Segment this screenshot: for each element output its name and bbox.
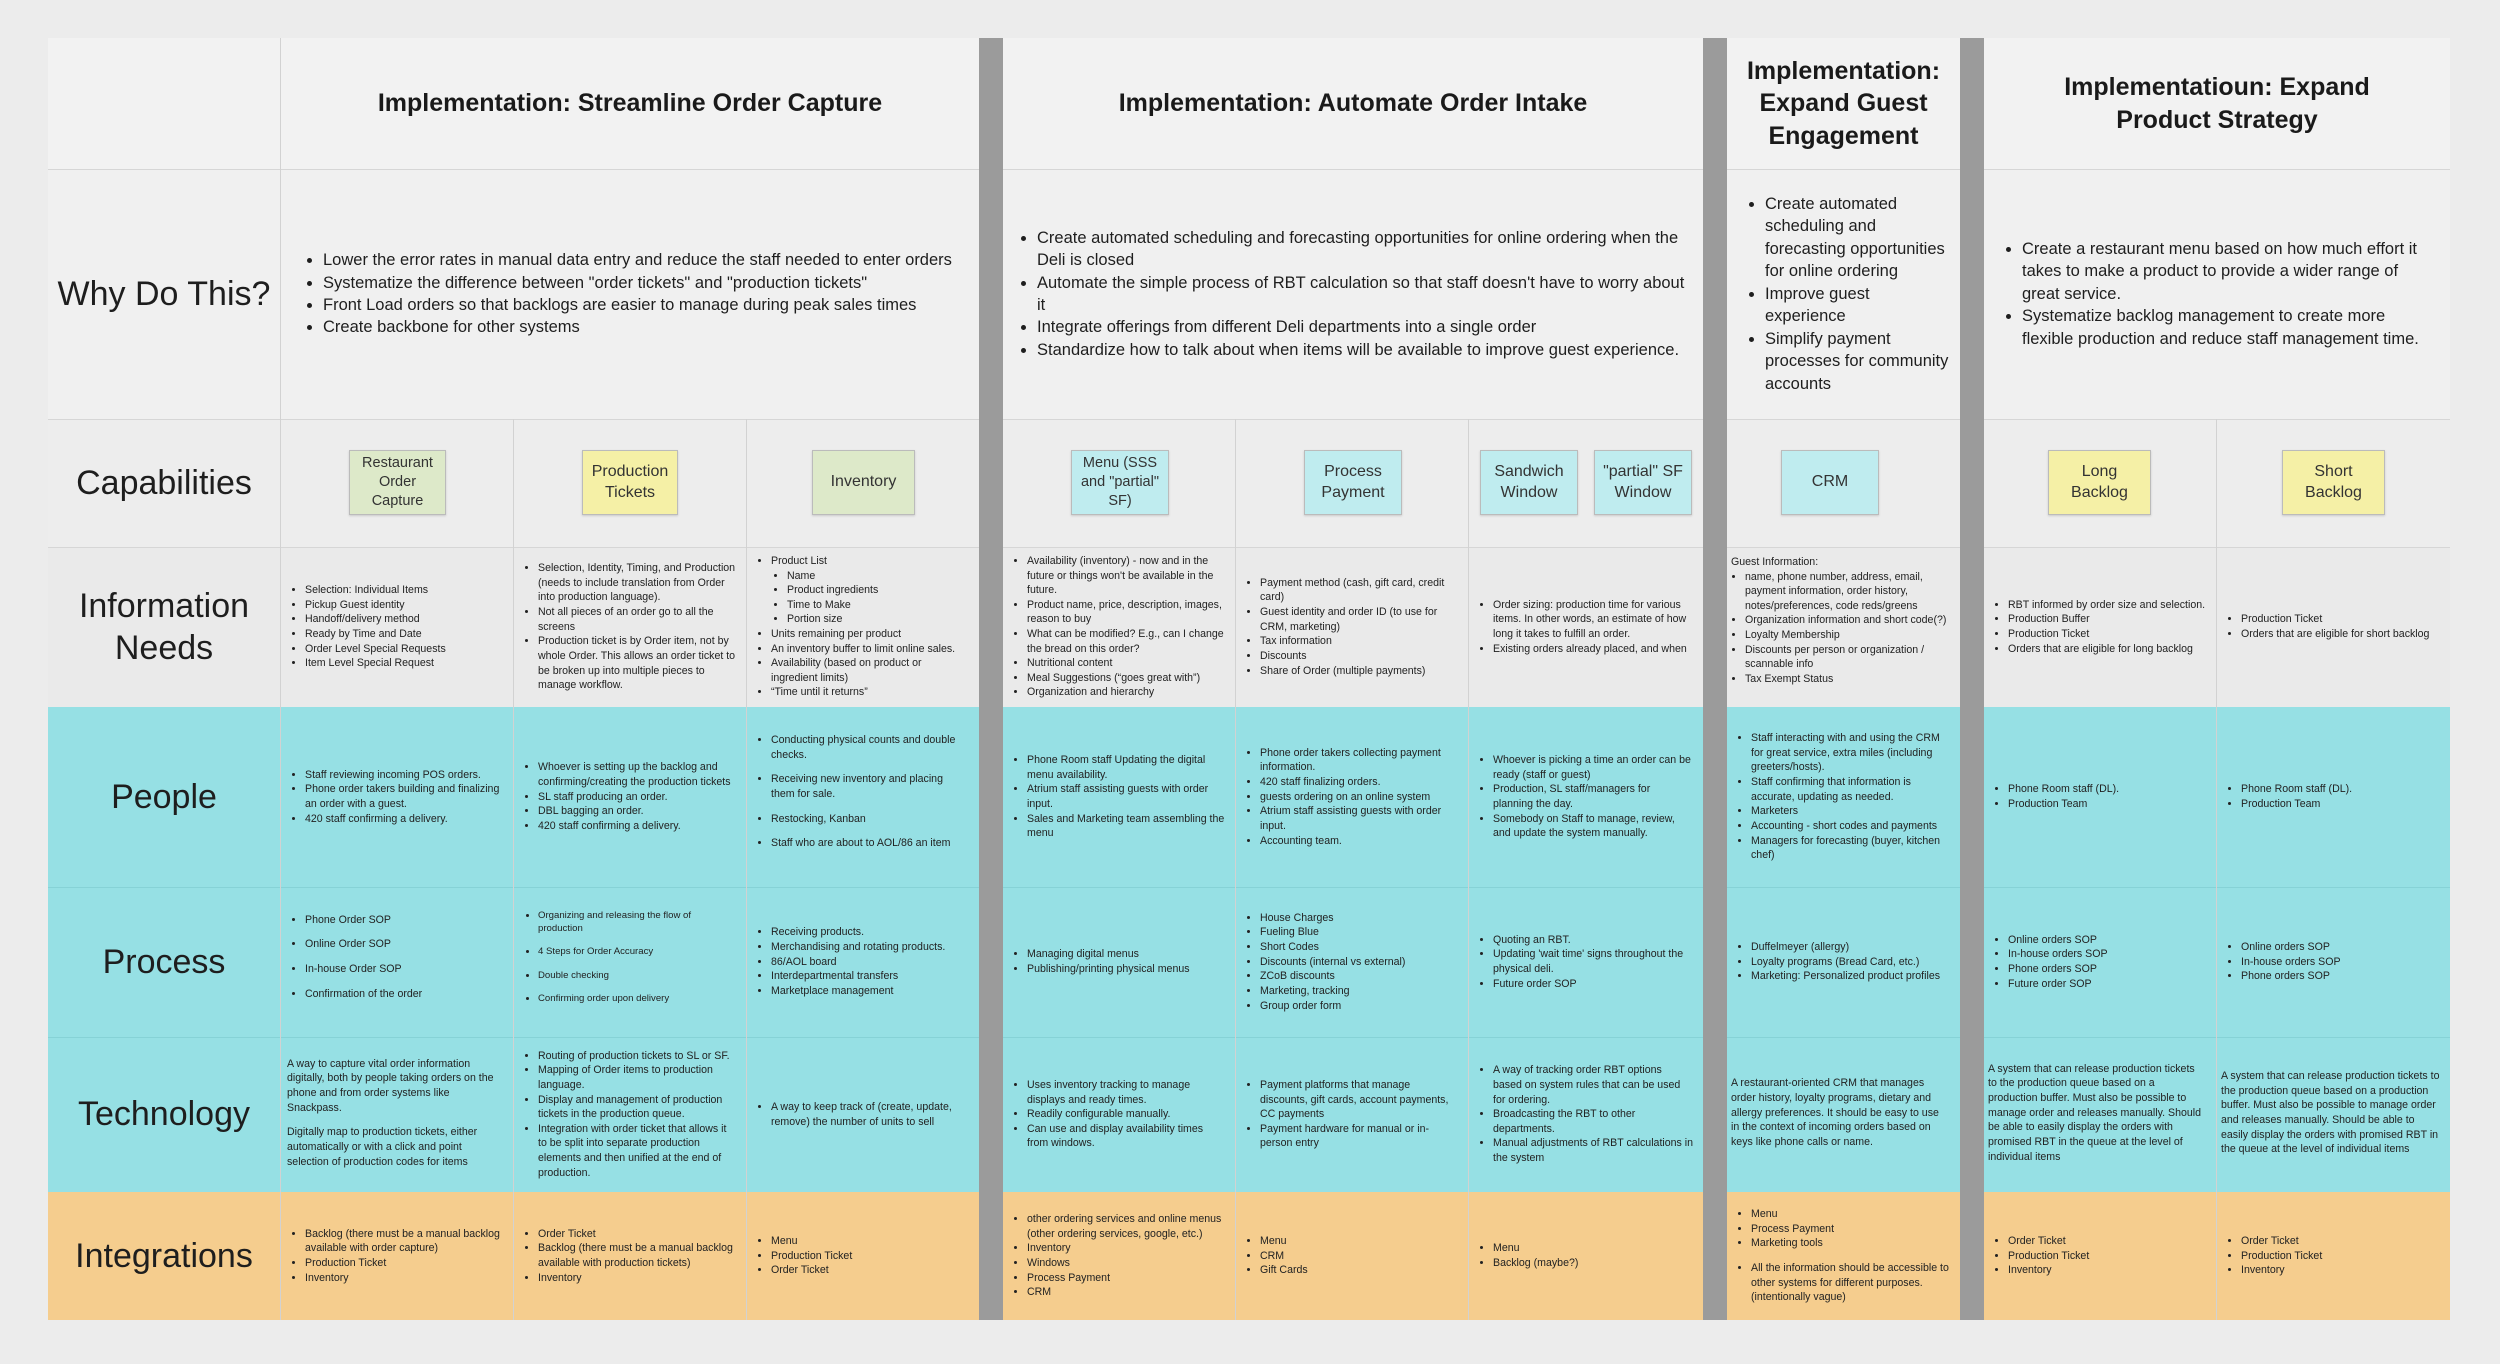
people-c5 (1236, 707, 1468, 887)
integrations-c4 (1003, 1192, 1235, 1320)
integrations-crm-note: • All the information should be accessible to other systems for different purposes. (intentionally vague) (1751, 1261, 1950, 1305)
integration-bullet: • Process Payment (1027, 1271, 1225, 1286)
info-bullet: • Product name, price, description, images, reason to buy (1027, 598, 1225, 627)
process-c7 (1727, 887, 1960, 1037)
integration-bullet: • Inventory (2241, 1263, 2322, 1278)
info-product-list: • Product List (771, 554, 969, 569)
people-bullet: • Production, SL staff/managers for planning the day. (1493, 782, 1693, 811)
people-bullet: • Receiving new inventory and placing them for sale. (771, 772, 969, 801)
header-streamline-order-capture: Implementation: Streamline Order Capture (377, 89, 883, 118)
info-bullet: • Discounts per person or organization / scannable info (1745, 643, 1950, 672)
people-bullet: • Conducting physical counts and double checks. (771, 733, 969, 762)
info-bullet: • Discounts (1260, 649, 1458, 664)
technology-bullet: • Uses inventory tracking to manage displays and ready times. (1027, 1078, 1225, 1107)
integration-bullet: • Backlog (maybe?) (1493, 1256, 1578, 1271)
integrations-c1 (281, 1192, 513, 1320)
info-c4 (1003, 547, 1235, 707)
capability-process-payment[interactable]: Process Payment (1304, 450, 1402, 515)
people-bullet: • Phone Room staff (DL). (2008, 782, 2119, 797)
process-bullet: • Confirming order upon delivery (538, 992, 736, 1005)
technology-bullet: • A way to keep track of (create, update, remove) the number of units to sell (771, 1100, 969, 1129)
why-automate-list (1017, 227, 1689, 362)
technology-bullet: • A way of tracking order RBT options based on system rules that can be used for ordering. (1493, 1063, 1693, 1107)
people-bullet: • Phone order takers collecting payment information. (1260, 746, 1458, 775)
why-product-list (2002, 238, 2436, 350)
why-bullet: • Create automated scheduling and forecasting opportunities for online ordering when the Deli is closed (1037, 227, 1689, 272)
integration-bullet: • Production Ticket (771, 1249, 852, 1264)
why-product (1984, 169, 2450, 419)
integrations-c8 (1984, 1192, 2216, 1320)
why-guest-list (1745, 193, 1954, 395)
why-automate (1003, 169, 1703, 419)
info-c5 (1236, 547, 1468, 707)
technology-bullet: • Manual adjustments of RBT calculations in the system (1493, 1136, 1693, 1165)
technology-paragraph: A way to capture vital order information digitally, both by people taking orders on the phone and from order systems like Snackpass. (287, 1057, 494, 1114)
info-bullet: • Item Level Special Request (305, 656, 446, 671)
process-bullet: • Marketplace management (771, 984, 945, 999)
row-label-information-needs: Information Needs (78, 586, 250, 667)
integration-bullet: • CRM (1027, 1285, 1225, 1300)
technology-crm-text: A restaurant-oriented CRM that manages order history, loyalty programs, dietary and allergy preferences. It should be easy to use in the context of incoming orders based on keys like phone calls or name. (1731, 1077, 1939, 1148)
process-bullet: • Short Codes (1260, 940, 1405, 955)
info-bullet: • Organization information and short code(?) (1745, 613, 1950, 628)
integration-bullet: • Menu (1493, 1241, 1578, 1256)
info-bullet: • Nutritional content (1027, 656, 1225, 671)
technology-bullet: • Payment platforms that manage discounts, gift cards, account payments, CC payments (1260, 1078, 1458, 1122)
people-bullet: • Whoever is setting up the backlog and confirming/creating the production tickets (538, 760, 736, 789)
info-bullet: • Ready by Time and Date (305, 627, 446, 642)
process-bullet: • Future order SOP (1493, 977, 1693, 992)
process-c8 (1984, 887, 2216, 1037)
people-c4 (1003, 707, 1235, 887)
integration-bullet: • Marketing tools (1751, 1236, 1950, 1251)
info-bullet: • RBT informed by order size and selection. (2008, 598, 2205, 613)
row-label-why: Why Do This? (57, 274, 271, 313)
capability-long-backlog[interactable]: Long Backlog (2048, 450, 2151, 515)
capability-production-tickets[interactable]: Production Tickets (582, 450, 678, 515)
technology-bullet: • Display and management of production tickets in the production queue. (538, 1093, 736, 1122)
process-bullet: • Double checking (538, 969, 736, 982)
technology-bullet: • Payment hardware for manual or in-person entry (1260, 1122, 1458, 1151)
process-bullet: • Updating 'wait time' signs throughout the physical deli. (1493, 947, 1693, 976)
integration-bullet: • Backlog (there must be a manual backlog available with order capture) (305, 1227, 503, 1256)
process-bullet: • Discounts (internal vs external) (1260, 955, 1405, 970)
people-bullet: • 420 staff confirming a delivery. (305, 812, 503, 827)
info-bullet: • Selection: Individual Items (305, 583, 446, 598)
integrations-c7 (1727, 1192, 1960, 1320)
info-bullet: • “Time until it returns” (771, 685, 969, 700)
info-bullet: • Units remaining per product (771, 627, 969, 642)
integration-bullet: • Production Ticket (305, 1256, 503, 1271)
technology-c7 (1727, 1037, 1960, 1192)
integrations-c5 (1236, 1192, 1468, 1320)
people-bullet: • Somebody on Staff to manage, review, and update the system manually. (1493, 812, 1693, 841)
why-guest (1727, 169, 1960, 419)
people-bullet: • DBL bagging an order. (538, 804, 736, 819)
people-bullet: • Staff reviewing incoming POS orders. (305, 768, 503, 783)
process-bullet: • Marketing: Personalized product profiles (1751, 969, 1940, 984)
process-bullet: • Phone orders SOP (2241, 969, 2341, 984)
capability-partial-sf-window[interactable]: "partial" SF Window (1594, 450, 1692, 515)
process-bullet: • Managing digital menus (1027, 947, 1190, 962)
process-c3 (747, 887, 979, 1037)
info-c3 (747, 547, 979, 707)
why-streamline (281, 169, 979, 419)
info-guest-information-title: Guest Information: (1731, 556, 1819, 568)
section-separator (1703, 38, 1727, 1320)
integration-bullet: • Menu (1260, 1234, 1308, 1249)
process-bullet: • Merchandising and rotating products. (771, 940, 945, 955)
people-c7 (1727, 707, 1960, 887)
process-bullet: • In-house Order SOP (305, 962, 422, 977)
row-label-people: People (111, 777, 217, 816)
process-bullet: • ZCoB discounts (1260, 969, 1405, 984)
technology-short-backlog-text: A system that can release production tickets to the production queue based on a production buffer. Must also be possible to manage order and releases manually. Should be able to easily display the orders with promised RBT in the queue at the level of individual items (2221, 1070, 2440, 1156)
info-bullet: • Production ticket is by Order item, not by whole Order. This allows an order ticket to be broken up into multiple pieces to manage workflow. (538, 634, 736, 692)
integration-bullet: • Inventory (305, 1271, 503, 1286)
info-bullet: • What can be modified? E.g., can I change the bread on this order? (1027, 627, 1225, 656)
process-c1 (281, 887, 513, 1037)
integration-bullet: • Inventory (538, 1271, 736, 1286)
info-bullet: • Production Buffer (2008, 612, 2205, 627)
process-bullet: • Phone Order SOP (305, 913, 422, 928)
process-bullet: • Quoting an RBT. (1493, 933, 1693, 948)
process-bullet: • Interdepartmental transfers (771, 969, 945, 984)
people-bullet: • Phone Room staff Updating the digital menu availability. (1027, 753, 1225, 782)
process-bullet: • Publishing/printing physical menus (1027, 962, 1190, 977)
info-bullet: • Selection, Identity, Timing, and Production (needs to include translation from Order into production language). (538, 561, 736, 605)
integration-bullet: • other ordering services and online menus (other ordering services, google, etc.) (1027, 1212, 1225, 1241)
info-bullet: • Availability (based on product or ingredient limits) (771, 656, 969, 685)
info-bullet: • Orders that are eligible for short backlog (2241, 627, 2429, 642)
process-bullet: • House Charges (1260, 911, 1405, 926)
process-bullet: • Fueling Blue (1260, 925, 1405, 940)
section-separator (979, 38, 1003, 1320)
people-bullet: • Phone order takers building and finalizing an order with a guest. (305, 782, 503, 811)
technology-bullet: • Integration with order ticket that allows it to be split into separate production elements and then unified at the end of production. (538, 1122, 736, 1180)
row-divider (48, 419, 2450, 420)
info-c7 (1727, 547, 1960, 707)
info-sub-bullet: • Time to Make (787, 598, 969, 613)
info-c9 (2217, 547, 2450, 707)
info-bullet: • Tax Exempt Status (1745, 672, 1950, 687)
info-bullet: • Order sizing: production time for various items. In other words, an estimate of how long it takes to fulfill an order. (1493, 598, 1693, 642)
process-bullet: • Online orders SOP (2008, 933, 2108, 948)
implementation-board (48, 38, 2450, 1320)
technology-c6 (1469, 1037, 1703, 1192)
info-bullet: • Loyalty Membership (1745, 628, 1950, 643)
why-bullet: • Automate the simple process of RBT calculation so that staff doesn't have to worry about it (1037, 272, 1689, 317)
row-label-process: Process (102, 942, 226, 981)
info-bullet: • Organization and hierarchy (1027, 685, 1225, 700)
people-c2 (514, 707, 746, 887)
people-bullet: • Sales and Marketing team assembling the menu (1027, 812, 1225, 841)
row-label-capabilities: Capabilities (76, 463, 252, 502)
people-bullet: • Production Team (2241, 797, 2352, 812)
process-bullet: • In-house orders SOP (2241, 955, 2341, 970)
people-c3 (747, 707, 979, 887)
process-c4 (1003, 887, 1235, 1037)
process-c5 (1236, 887, 1468, 1037)
capability-menu[interactable]: Menu (SSS and "partial" SF) (1071, 450, 1169, 515)
info-bullet: • Not all pieces of an order go to all the screens (538, 605, 736, 634)
section-separator (1960, 38, 1984, 1320)
why-bullet: • Lower the error rates in manual data entry and reduce the staff needed to enter orders (323, 249, 952, 271)
why-bullet: • Create a restaurant menu based on how much effort it takes to make a product to provide a wider range of great service. (2022, 238, 2436, 305)
technology-c2 (514, 1037, 746, 1192)
info-bullet: • Orders that are eligible for long backlog (2008, 642, 2205, 657)
integration-bullet: • Process Payment (1751, 1222, 1950, 1237)
integration-bullet: • Order Ticket (538, 1227, 736, 1242)
capability-short-backlog[interactable]: Short Backlog (2282, 450, 2385, 515)
people-bullet: • Staff confirming that information is accurate, updating as needed. (1751, 775, 1950, 804)
process-bullet: • Duffelmeyer (allergy) (1751, 940, 1940, 955)
process-bullet: • Receiving products. (771, 925, 945, 940)
people-c1 (281, 707, 513, 887)
technology-paragraph: Digitally map to production tickets, either automatically or with a click and point selection of production codes for items (287, 1126, 478, 1168)
capability-crm[interactable]: CRM (1781, 450, 1879, 515)
info-bullet: • name, phone number, address, email, payment information, order history, notes/preferences, code reds/greens (1745, 570, 1950, 614)
integration-bullet: • Production Ticket (2241, 1249, 2322, 1264)
people-bullet: • Staff interacting with and using the CRM for great service, extra miles (including greeters/hosts). (1751, 731, 1950, 775)
people-bullet: • Staff who are about to AOL/86 an item (771, 836, 969, 851)
info-sub-bullet: • Product ingredients (787, 583, 969, 598)
technology-long-backlog-text: A system that can release production tickets to the production queue based on a production buffer. Must also be possible to manage order and releases manually. Should be able to easily display the orders with promised RBT in the queue at the level of individual items (1988, 1062, 2201, 1163)
people-bullet: • Production Team (2008, 797, 2119, 812)
integration-bullet: • Order Ticket (771, 1263, 852, 1278)
process-bullet: • Online Order SOP (305, 937, 422, 952)
people-bullet: • Atrium staff assisting guests with order input. (1027, 782, 1225, 811)
process-bullet: • Online orders SOP (2241, 940, 2341, 955)
header-expand-product-strategy: Implementatioun: Expand Product Strategy (2064, 73, 2370, 134)
people-bullet: • Phone Room staff (DL). (2241, 782, 2352, 797)
info-bullet: • Meal Suggestions (“goes great with”) (1027, 671, 1225, 686)
process-bullet: • Phone orders SOP (2008, 962, 2108, 977)
technology-bullet: • Broadcasting the RBT to other departments. (1493, 1107, 1693, 1136)
people-bullet: • guests ordering on an online system (1260, 790, 1458, 805)
people-bullet: • Accounting team. (1260, 834, 1458, 849)
integration-bullet: • CRM (1260, 1249, 1308, 1264)
integrations-c9 (2217, 1192, 2450, 1320)
capability-sandwich-window[interactable]: Sandwich Window (1480, 450, 1578, 515)
info-c8 (1984, 547, 2216, 707)
info-bullet: • Production Ticket (2008, 627, 2205, 642)
process-bullet: • In-house orders SOP (2008, 947, 2108, 962)
technology-c9 (2217, 1037, 2450, 1192)
process-bullet: • 4 Steps for Order Accuracy (538, 945, 736, 958)
integration-bullet: • Menu (771, 1234, 852, 1249)
integration-bullet: • Windows (1027, 1256, 1225, 1271)
info-c2 (514, 547, 746, 707)
technology-c5 (1236, 1037, 1468, 1192)
info-bullet: • Share of Order (multiple payments) (1260, 664, 1458, 679)
why-bullet: • Systematize the difference between "order tickets" and "production tickets" (323, 272, 952, 294)
info-bullet: • Availability (inventory) - now and in the future or things won't be available in the future. (1027, 554, 1225, 598)
header-automate-order-intake: Implementation: Automate Order Intake (1118, 89, 1588, 118)
row-label-integrations: Integrations (75, 1236, 253, 1275)
integration-bullet: • Inventory (2008, 1263, 2089, 1278)
process-c2 (514, 887, 746, 1037)
technology-c4 (1003, 1037, 1235, 1192)
info-bullet: • Handoff/delivery method (305, 612, 446, 627)
people-bullet: • Managers for forecasting (buyer, kitchen chef) (1751, 834, 1950, 863)
row-label-technology: Technology (77, 1095, 250, 1134)
people-bullet: • Marketers (1751, 804, 1950, 819)
integrations-c3 (747, 1192, 979, 1320)
people-bullet: • Whoever is picking a time an order can be ready (staff or guest) (1493, 753, 1693, 782)
people-bullet: • SL staff producing an order. (538, 790, 736, 805)
info-sub-bullet: • Portion size (787, 612, 969, 627)
technology-bullet: • Readily configurable manually. (1027, 1107, 1225, 1122)
info-bullet: • Pickup Guest identity (305, 598, 446, 613)
people-bullet: • Atrium staff assisting guests with order input. (1260, 804, 1458, 833)
why-bullet: • Create automated scheduling and forecasting opportunities for online ordering (1765, 193, 1954, 283)
process-bullet: • 86/AOL board (771, 955, 945, 970)
why-bullet: • Systematize backlog management to create more flexible production and reduce staff management time. (2022, 305, 2436, 350)
process-bullet: • Organizing and releasing the flow of production (538, 909, 736, 935)
why-bullet: • Front Load orders so that backlogs are easier to manage during peak sales times (323, 294, 952, 316)
technology-bullet: • Can use and display availability times from windows. (1027, 1122, 1225, 1151)
process-bullet: • Confirmation of the order (305, 987, 422, 1002)
technology-bullet: • Mapping of Order items to production language. (538, 1063, 736, 1092)
capability-restaurant-order-capture[interactable]: Restaurant Order Capture (349, 450, 446, 515)
why-bullet: • Improve guest experience (1765, 283, 1954, 328)
integrations-c6 (1469, 1192, 1703, 1320)
integration-bullet: • Order Ticket (2008, 1234, 2089, 1249)
integration-bullet: • Inventory (1027, 1241, 1225, 1256)
info-c6 (1469, 547, 1703, 707)
why-bullet: • Integrate offerings from different Deli departments into a single order (1037, 316, 1689, 338)
process-bullet: • Group order form (1260, 999, 1405, 1014)
integration-bullet: • Backlog (there must be a manual backlog available with production tickets) (538, 1241, 736, 1270)
why-bullet: • Create backbone for other systems (323, 316, 952, 338)
technology-c8 (1984, 1037, 2216, 1192)
header-expand-guest-engagement: Implementation: Expand Guest Engagement (1746, 56, 1941, 150)
people-bullet: • Accounting - short codes and payments (1751, 819, 1950, 834)
info-sub-bullet: • Name (787, 569, 969, 584)
integration-bullet: • Order Ticket (2241, 1234, 2322, 1249)
process-bullet: • Loyalty programs (Bread Card, etc.) (1751, 955, 1940, 970)
people-bullet: • 420 staff finalizing orders. (1260, 775, 1458, 790)
integration-bullet: • Menu (1751, 1207, 1950, 1222)
info-bullet: • An inventory buffer to limit online sales. (771, 642, 969, 657)
people-bullet: • 420 staff confirming a delivery. (538, 819, 736, 834)
info-bullet: • Existing orders already placed, and when (1493, 642, 1693, 657)
technology-c1 (281, 1037, 513, 1192)
process-c9 (2217, 887, 2450, 1037)
people-c8 (1984, 707, 2216, 887)
info-c1 (281, 547, 513, 707)
people-bullet: • Restocking, Kanban (771, 812, 969, 827)
info-bullet: • Tax information (1260, 634, 1458, 649)
why-bullet: • Standardize how to talk about when items will be available to improve guest experience. (1037, 339, 1689, 361)
technology-bullet: • Routing of production tickets to SL or SF. (538, 1049, 736, 1064)
process-bullet: • Marketing, tracking (1260, 984, 1405, 999)
integration-bullet: • Gift Cards (1260, 1263, 1308, 1278)
info-bullet: • Order Level Special Requests (305, 642, 446, 657)
technology-c3 (747, 1037, 979, 1192)
process-c6 (1469, 887, 1703, 1037)
why-bullet: • Simplify payment processes for community accounts (1765, 328, 1954, 395)
capability-inventory[interactable]: Inventory (812, 450, 915, 515)
info-bullet: • Payment method (cash, gift card, credit card) (1260, 576, 1458, 605)
process-bullet: • Future order SOP (2008, 977, 2108, 992)
integration-bullet: • Production Ticket (2008, 1249, 2089, 1264)
people-c9 (2217, 707, 2450, 887)
info-bullet: • Production Ticket (2241, 612, 2429, 627)
integrations-c2 (514, 1192, 746, 1320)
why-streamline-list (303, 249, 952, 339)
people-c6 (1469, 707, 1703, 887)
info-bullet: • Guest identity and order ID (to use for CRM, marketing) (1260, 605, 1458, 634)
